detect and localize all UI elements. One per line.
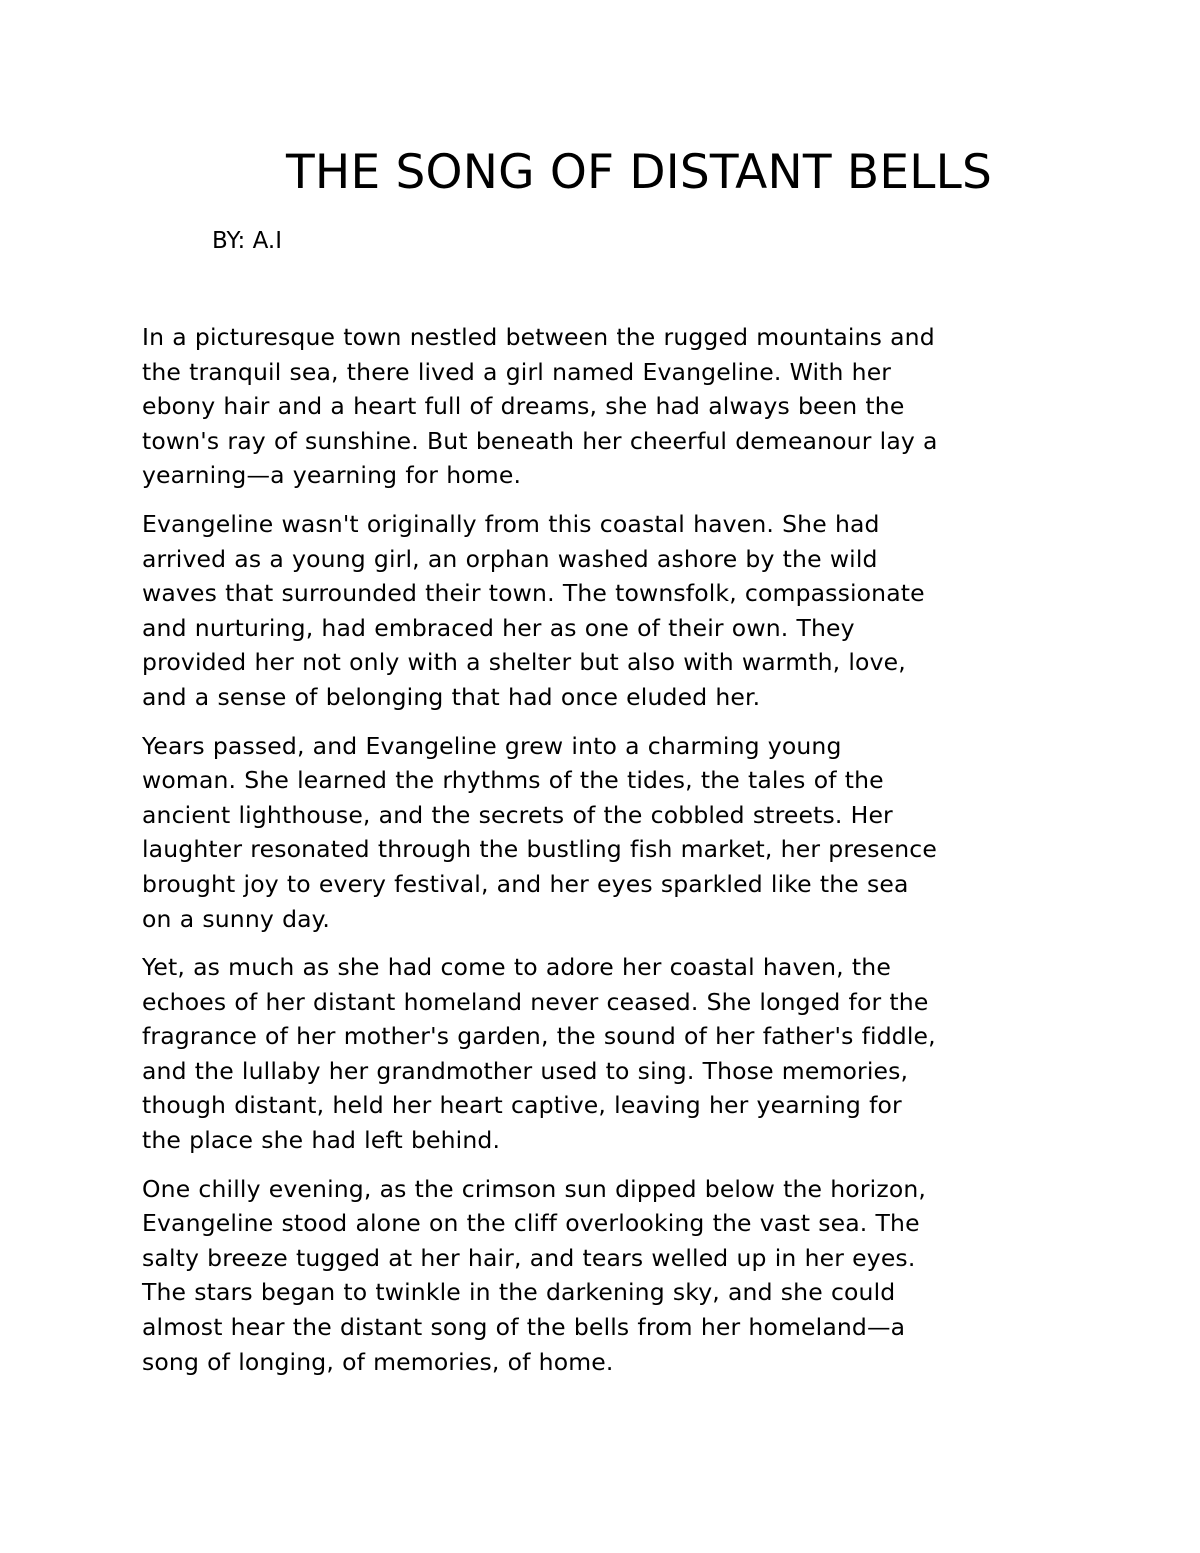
paragraph-line: town's ray of sunshine. But beneath her cheerful demeanour lay a	[142, 426, 938, 455]
paragraph-line: almost hear the distant song of the bells from her homeland—a	[142, 1313, 906, 1342]
paragraph-line: salty breeze tugged at her hair, and tears welled up in her eyes.	[142, 1243, 916, 1272]
paragraph-line: the place she had left behind.	[142, 1126, 501, 1155]
paragraph-line: brought joy to every festival, and her eyes sparkled like the sea	[142, 869, 909, 898]
paragraph	[142, 1172, 1062, 1380]
paragraph-line: Years passed, and Evangeline grew into a charming young	[142, 731, 842, 760]
paragraph	[142, 729, 1062, 937]
paragraph-line: laughter resonated through the bustling fish market, her presence	[142, 835, 937, 864]
document-title: THE SONG OF DISTANT BELLS	[286, 145, 993, 200]
paragraph-line: woman. She learned the rhythms of the tides, the tales of the	[142, 766, 884, 795]
paragraph-line: and the lullaby her grandmother used to sing. Those memories,	[142, 1056, 909, 1085]
paragraph-line: though distant, held her heart captive, leaving her yearning for	[142, 1091, 902, 1120]
story-body	[142, 320, 1062, 1393]
paragraph-line: ebony hair and a heart full of dreams, she had always been the	[142, 392, 905, 421]
paragraph-line: on a sunny day.	[142, 904, 331, 933]
paragraph-line: The stars began to twinkle in the darkening sky, and she could	[142, 1278, 896, 1307]
paragraph-line: the tranquil sea, there lived a girl named Evangeline. With her	[142, 357, 892, 386]
paragraph-line: Yet, as much as she had come to adore her coastal haven, the	[142, 953, 891, 982]
paragraph-line: One chilly evening, as the crimson sun dipped below the horizon,	[142, 1174, 927, 1203]
paragraph	[142, 950, 1062, 1158]
paragraph-line: Evangeline wasn't originally from this coastal haven. She had	[142, 509, 880, 538]
paragraph-line: Evangeline stood alone on the cliff overlooking the vast sea. The	[142, 1209, 920, 1238]
paragraph-line: and nurturing, had embraced her as one of their own. They	[142, 613, 855, 642]
paragraph-line: echoes of her distant homeland never ceased. She longed for the	[142, 987, 929, 1016]
paragraph-line: song of longing, of memories, of home.	[142, 1347, 614, 1376]
paragraph-line: and a sense of belonging that had once eluded her.	[142, 682, 761, 711]
paragraph-line: arrived as a young girl, an orphan washed ashore by the wild	[142, 544, 878, 573]
paragraph-line: waves that surrounded their town. The townsfolk, compassionate	[142, 579, 925, 608]
document-byline: BY: A.I	[212, 228, 282, 254]
paragraph-line: ancient lighthouse, and the secrets of the cobbled streets. Her	[142, 800, 893, 829]
paragraph	[142, 507, 1062, 715]
paragraph-line: yearning—a yearning for home.	[142, 461, 522, 490]
paragraph-line: fragrance of her mother's garden, the sound of her father's fiddle,	[142, 1022, 936, 1051]
paragraph-line: provided her not only with a shelter but also with warmth, love,	[142, 648, 906, 677]
paragraph	[142, 320, 1062, 493]
paragraph-line: In a picturesque town nestled between the rugged mountains and	[142, 323, 935, 351]
